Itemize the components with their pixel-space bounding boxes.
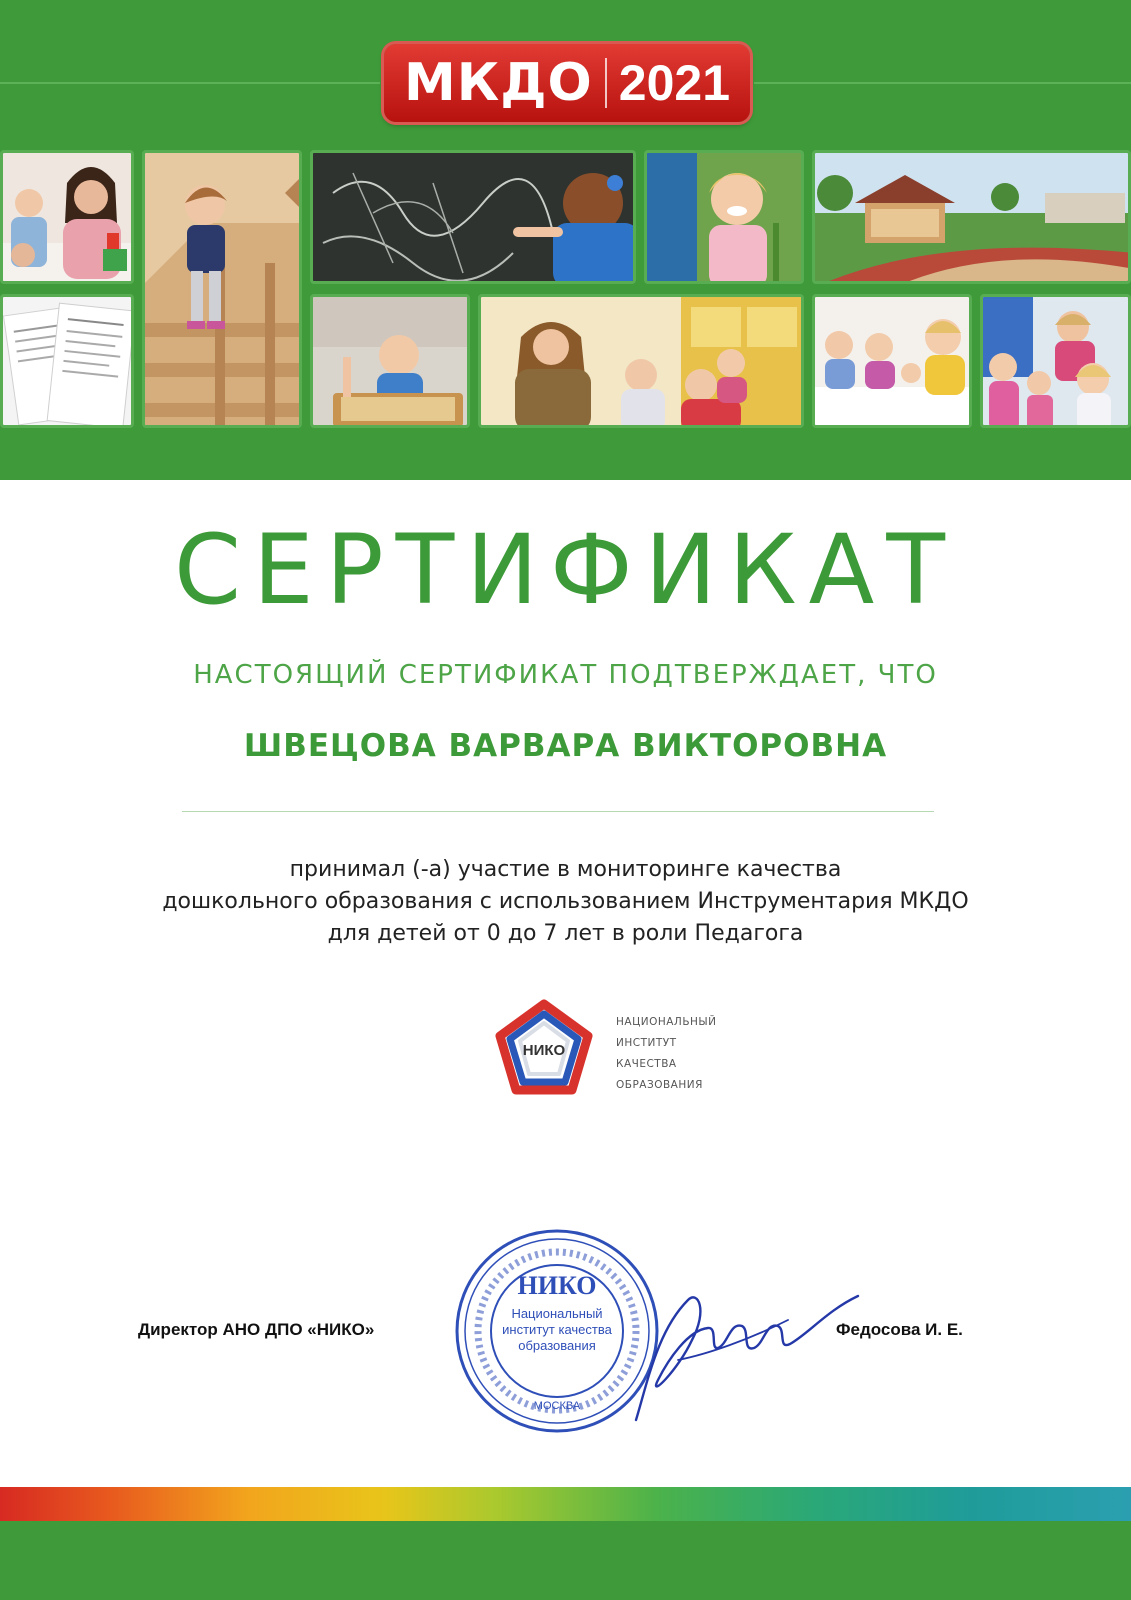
header-rule-right [754,82,1131,84]
photo-children-drawing-at-table [812,294,972,428]
name-divider [182,811,934,812]
photo-child-in-sandbox [310,294,470,428]
signatory-name: Федосова И. Е. [836,1320,963,1339]
recipient-name: ШВЕЦОВА ВАРВАРА ВИКТОРОВНА [243,728,888,764]
photo-documents [0,294,134,428]
footer-band [0,1521,1131,1600]
badge-separator [605,58,607,108]
photo-teacher-with-children [0,150,134,284]
stamp-line: Национальный [511,1306,603,1321]
badge-year: 2021 [618,55,730,111]
logo-line: НАЦИОНАЛЬНЫЙ [616,1016,717,1028]
niko-logo-text [616,1012,717,1096]
description-line: для детей от 0 до 7 лет в роли Педагога [327,921,804,946]
logo-line: КАЧЕСТВА [616,1058,677,1070]
photo-smiling-girl-in-garden [644,150,804,284]
mkdo-badge [384,44,750,122]
header-banner [0,0,1131,480]
handwritten-signature [618,1270,868,1430]
stamp-title: НИКО [517,1271,597,1300]
badge-title: МКДО [403,53,593,113]
footer-rainbow-stripe [0,1487,1131,1521]
certificate-description [0,854,1131,950]
certificate-title: СЕРТИФИКАТ [174,514,957,626]
photo-child-drawing-on-chalkboard [310,150,636,284]
niko-logo-mark [494,998,594,1098]
header-rule-left [0,82,380,84]
logo-line: ОБРАЗОВАНИЯ [616,1079,703,1091]
photo-teacher-with-kids [980,294,1131,428]
niko-logo [494,998,594,1098]
certificate-subtitle: НАСТОЯЩИЙ СЕРТИФИКАТ ПОДТВЕРЖДАЕТ, ЧТО [193,660,938,690]
photo-kindergarten-playground [812,150,1131,284]
logo-line: ИНСТИТУТ [616,1037,677,1049]
stamp-line: институт качества [502,1322,612,1337]
stamp-city: МОСКВА [533,1400,581,1412]
photo-teacher-with-group [478,294,804,428]
logo-mark-text: НИКО [522,1042,566,1059]
director-title: Директор АНО ДПО «НИКО» [138,1320,375,1339]
stamp-line: образования [518,1338,596,1353]
photo-child-on-wooden-stairs [142,150,302,428]
description-line: принимал (-а) участие в мониторинге качества [289,857,842,882]
description-line: дошкольного образования с использованием Инструментария МКДО [162,889,969,914]
